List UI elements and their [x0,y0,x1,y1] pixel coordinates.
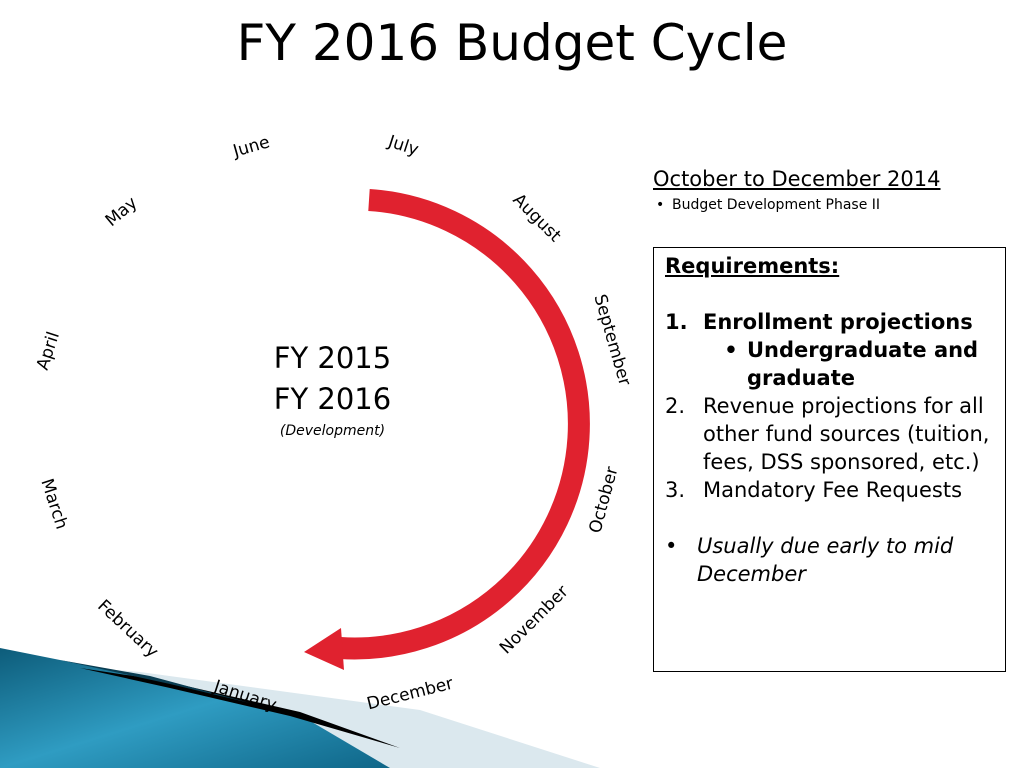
requirement-item [665,392,999,476]
month-label-december: December [364,673,456,715]
month-label-october: October [585,464,623,536]
month-label-march: March [36,476,72,532]
due-date-note-text: Usually due early to mid December [697,534,954,586]
page-title: FY 2016 Budget Cycle [236,14,788,72]
due-date-note [665,532,999,588]
requirements-box [653,247,1006,672]
cycle-center-label [230,338,435,442]
bullet-icon: • [724,338,738,362]
month-label-april: April [32,329,64,373]
requirement-number: 3. [665,478,686,502]
month-label-september: September [589,292,635,388]
phase-bullet-text: Budget Development Phase II [672,197,881,213]
month-label-february: February [93,595,163,663]
month-label-august: August [508,189,565,247]
month-label-july: July [385,131,421,161]
requirements-heading: Requirements: [665,254,840,278]
fy-2015-label: FY 2015 [273,341,392,375]
requirement-subitem [665,336,999,392]
month-label-january: January [211,676,279,716]
requirement-text: Mandatory Fee Requests [703,478,963,502]
phase-bullet [656,195,880,215]
development-label: (Development) [279,423,386,439]
requirement-number: 1. [665,310,688,334]
requirement-text: Revenue projections for all other fund sources (tuition, fees, DSS sponsored, etc.) [703,394,990,474]
requirement-text: Enrollment projections [703,310,973,334]
phase-heading: October to December 2014 [653,167,941,191]
month-label-june: June [230,132,273,162]
requirement-subitem-text: Undergraduate and graduate [747,338,979,390]
month-label-may: May [101,193,142,231]
bullet-icon: • [656,197,665,213]
requirement-item [665,476,999,504]
requirement-number: 2. [665,394,686,418]
bullet-icon: • [665,534,678,558]
fy-2016-label: FY 2016 [273,382,392,416]
cycle-arrow-head [304,628,344,670]
month-label-november: November [495,581,573,659]
requirement-item [665,308,999,336]
